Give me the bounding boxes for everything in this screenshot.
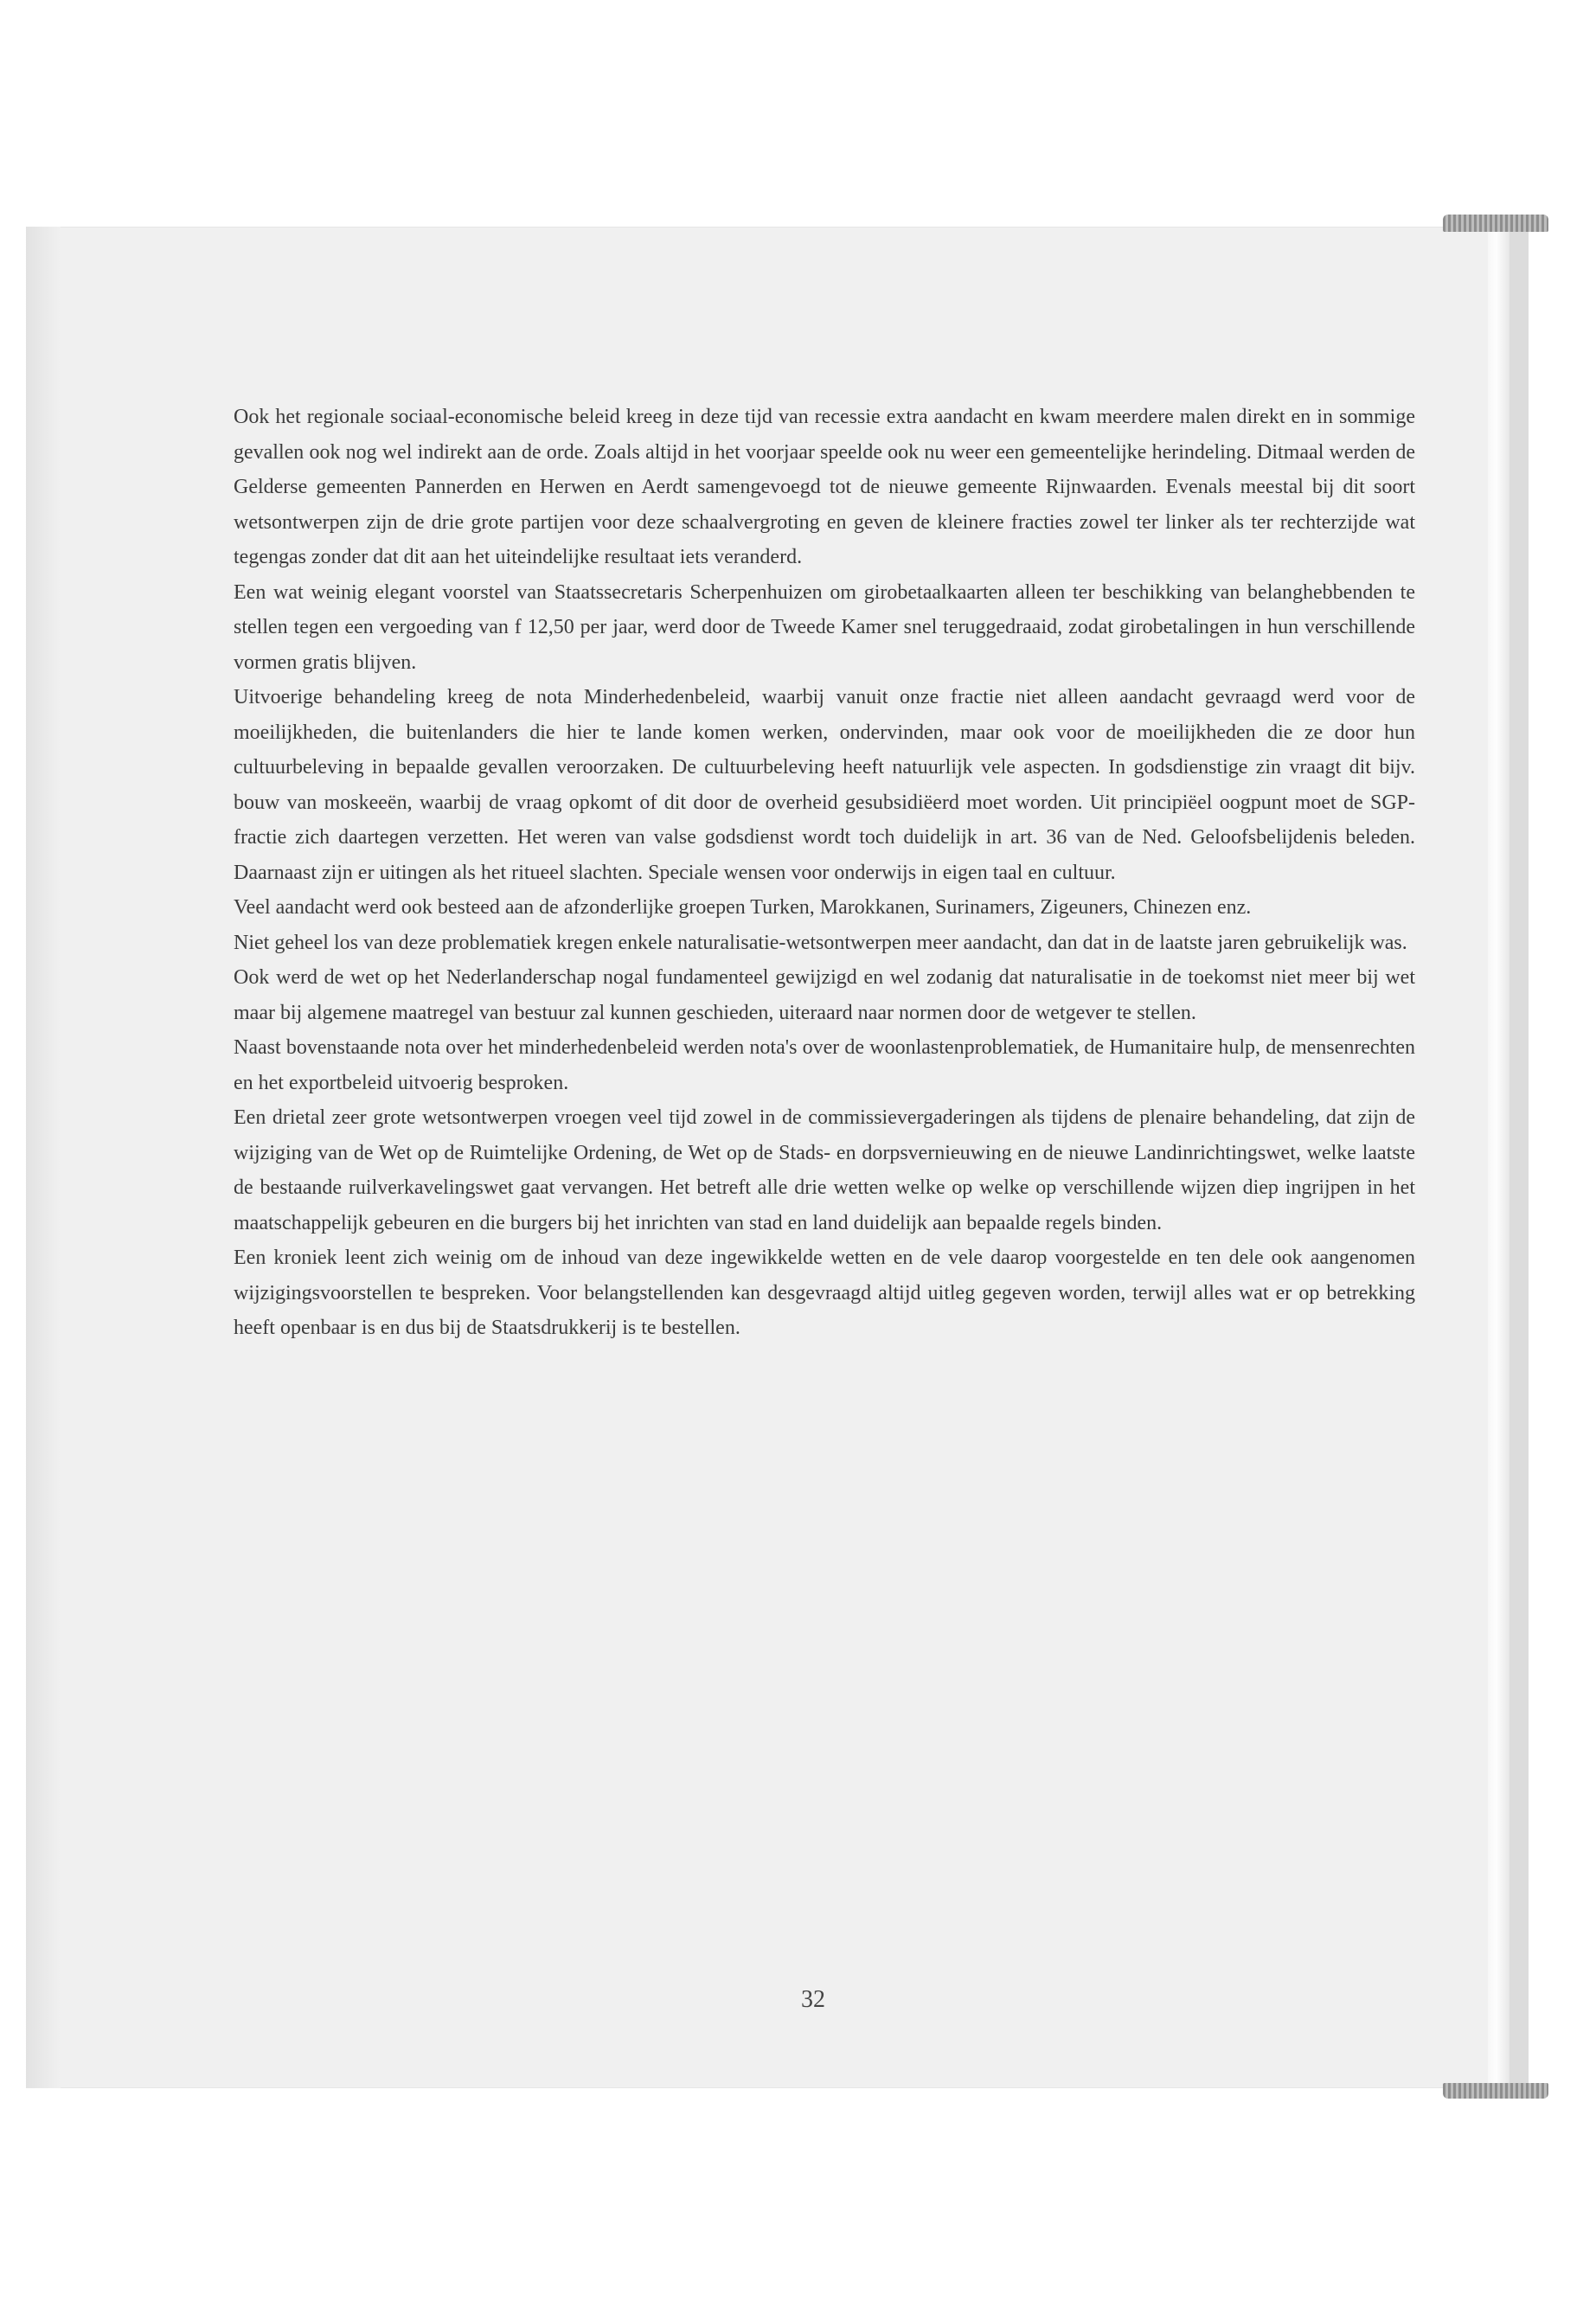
paragraph: Een kroniek leent zich weinig om de inhoud van deze ingewikkelde wetten en de vele daarop voorgestelde en ten dele ook aangenomen wijzigingsvoorstellen te bespreken. Voor belangstellenden kan desgevraagd altijd uitleg gegeven worden, terwijl alles wat er op betrekking heeft openbaar is en dus bij de Staatsdrukkerij is te bestellen. (234, 1247, 1415, 1339)
book-cover-edge (1488, 227, 1509, 2088)
body-text (234, 400, 1415, 1346)
headband-top (1443, 215, 1548, 232)
book-spine-shadow (1509, 227, 1529, 2088)
paragraph: Een drietal zeer grote wetsontwerpen vroegen veel tijd zowel in de commissievergaderingen als tijdens de plenaire behandeling, dat zijn de wijziging van de Wet op de Ruimtelijke Ordening, de Wet op de Stads- en dorpsvernieuwing en de nieuwe Landinrichtingswet, welke laatste de bestaande ruilverkavelingswet gaat vervangen. Het betreft alle drie wetten welke op welke op verschillende wijzen diep ingrijpen in het maatschappelijk gebeuren en die burgers bij het inrichten van stad en land duidelijk aan bepaalde regels binden. (234, 1106, 1415, 1234)
page-number: 32 (801, 1986, 825, 2013)
paragraph: Naast bovenstaande nota over het minderhedenbeleid werden nota's over de woonlastenproblematiek, de Humanitaire hulp, de mensenrechten en het exportbeleid uitvoerig besproken. (234, 1036, 1415, 1094)
headband-bottom (1443, 2083, 1548, 2099)
paragraph: Veel aandacht werd ook besteed aan de afzonderlijke groepen Turken, Marokkanen, Surinamers, Zigeuners, Chinezen enz. (234, 896, 1252, 919)
paragraph: Ook het regionale sociaal-economische beleid kreeg in deze tijd van recessie extra aandacht en kwam meerdere malen direkt en in sommige gevallen ook nog wel indirekt aan de orde. Zoals altijd in het voorjaar speelde ook nu weer een gemeentelijke herindeling. Ditmaal werden de Gelderse gemeenten Pannerden en Herwen en Aerdt samengevoegd tot de nieuwe gemeente Rijnwaarden. Evenals meestal bij dit soort wetsontwerpen zijn de drie grote partijen voor deze schaalvergroting en geven de kleinere fracties zowel ter linker als ter rechterzijde wat tegengas zonder dat dit aan het uiteindelijke resultaat iets veranderd. (234, 406, 1415, 568)
paragraph: Niet geheel los van deze problematiek kregen enkele naturalisatie-wetsontwerpen meer aandacht, dan dat in de laatste jaren gebruikelijk was. (234, 931, 1407, 954)
paragraph: Ook werd de wet op het Nederlanderschap nogal fundamenteel gewijzigd en wel zodanig dat naturalisatie in de toekomst niet meer bij wet maar bij algemene maatregel van bestuur zal kunnen geschieden, uiteraard naar normen door de wetgever te stellen. (234, 966, 1415, 1024)
paragraph: Een wat weinig elegant voorstel van Staatssecretaris Scherpenhuizen om girobetaalkaarten alleen ter beschikking van belanghebbenden te stellen tegen een vergoeding van f 12,50 per jaar, werd door de Tweede Kamer snel teruggedraaid, zodat girobetalingen in hun verschillende vormen gratis blijven. (234, 580, 1415, 674)
paragraph: Uitvoerige behandeling kreeg de nota Minderhedenbeleid, waarbij vanuit onze fractie niet alleen aandacht gevraagd werd voor de moeilijkheden, die buitenlanders die hier te lande komen werken, ondervinden, maar ook voor de moeilijkheden die ze door hun cultuurbeleving in bepaalde gevallen veroorzaken. De cultuurbeleving heeft natuurlijk vele aspecten. In godsdienstige zin vraagt dit bijv. bouw van moskeeën, waarbij de vraag opkomt of dit door de overheid gesubsidiëerd moet worden. Uit principiëel oogpunt moet de SGP-fractie zich daartegen verzetten. Het weren van valse godsdienst wordt toch duidelijk in art. 36 van de Ned. Geloofsbelijdenis beleden. Daarnaast zijn er uitingen als het ritueel slachten. Speciale wensen voor onderwijs in eigen taal en cultuur. (234, 686, 1415, 884)
page-inner-margin (26, 227, 61, 2088)
